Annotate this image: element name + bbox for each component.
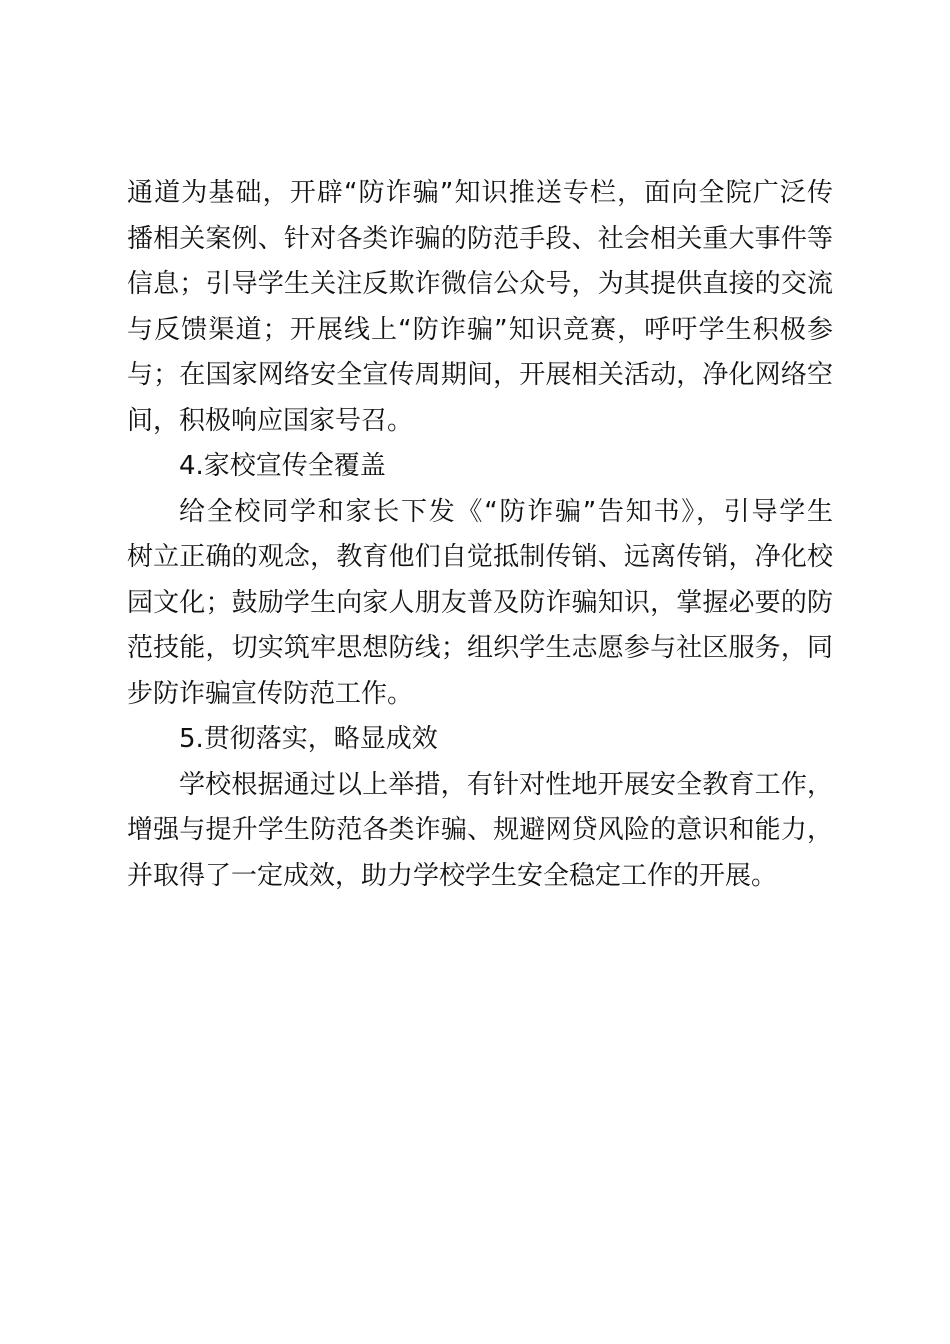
paragraph-line: 步防诈骗宣传防范工作。 <box>127 678 414 709</box>
paragraph-line: 并取得了一定成效，助力学校学生安全稳定工作的开展。 <box>127 860 778 891</box>
paragraph-line: 播相关案例、针对各类诈骗的防范手段、社会相关重大事件等 <box>127 223 833 254</box>
section-heading: 5.贯彻落实，略显成效 <box>179 724 438 754</box>
paragraph-line: 树立正确的观念，教育他们自觉抵制传销、远离传销，净化校 <box>127 542 833 572</box>
paragraph-line: 给全校同学和家长下发《“防诈骗”告知书》，引导学生 <box>179 496 833 527</box>
section-heading: 4.家校宣传全覆盖 <box>179 451 386 481</box>
paragraph-line: 与反馈渠道；开展线上“防诈骗”知识竞赛，呼吁学生积极参 <box>127 314 833 345</box>
paragraph-line: 范技能，切实筑牢思想防线；组织学生志愿参与社区服务，同 <box>127 633 833 663</box>
paragraph-line: 通道为基础，开辟“防诈骗”知识推送专栏，面向全院广泛传 <box>127 178 833 208</box>
document-body <box>127 171 833 899</box>
paragraph-line: 间，积极响应国家号召。 <box>127 405 414 436</box>
paragraph-line: 园文化；鼓励学生向家人朋友普及防诈骗知识，掌握必要的防 <box>127 587 833 618</box>
paragraph-line: 学校根据通过以上举措，有针对性地开展安全教育工作， <box>179 769 833 800</box>
paragraph-line: 与；在国家网络安全宣传周期间，开展相关活动，净化网络空 <box>127 360 833 390</box>
paragraph-line: 增强与提升学生防范各类诈骗、规避网贷风险的意识和能力， <box>127 815 833 845</box>
paragraph-line: 信息；引导学生关注反欺诈微信公众号，为其提供直接的交流 <box>127 269 833 299</box>
